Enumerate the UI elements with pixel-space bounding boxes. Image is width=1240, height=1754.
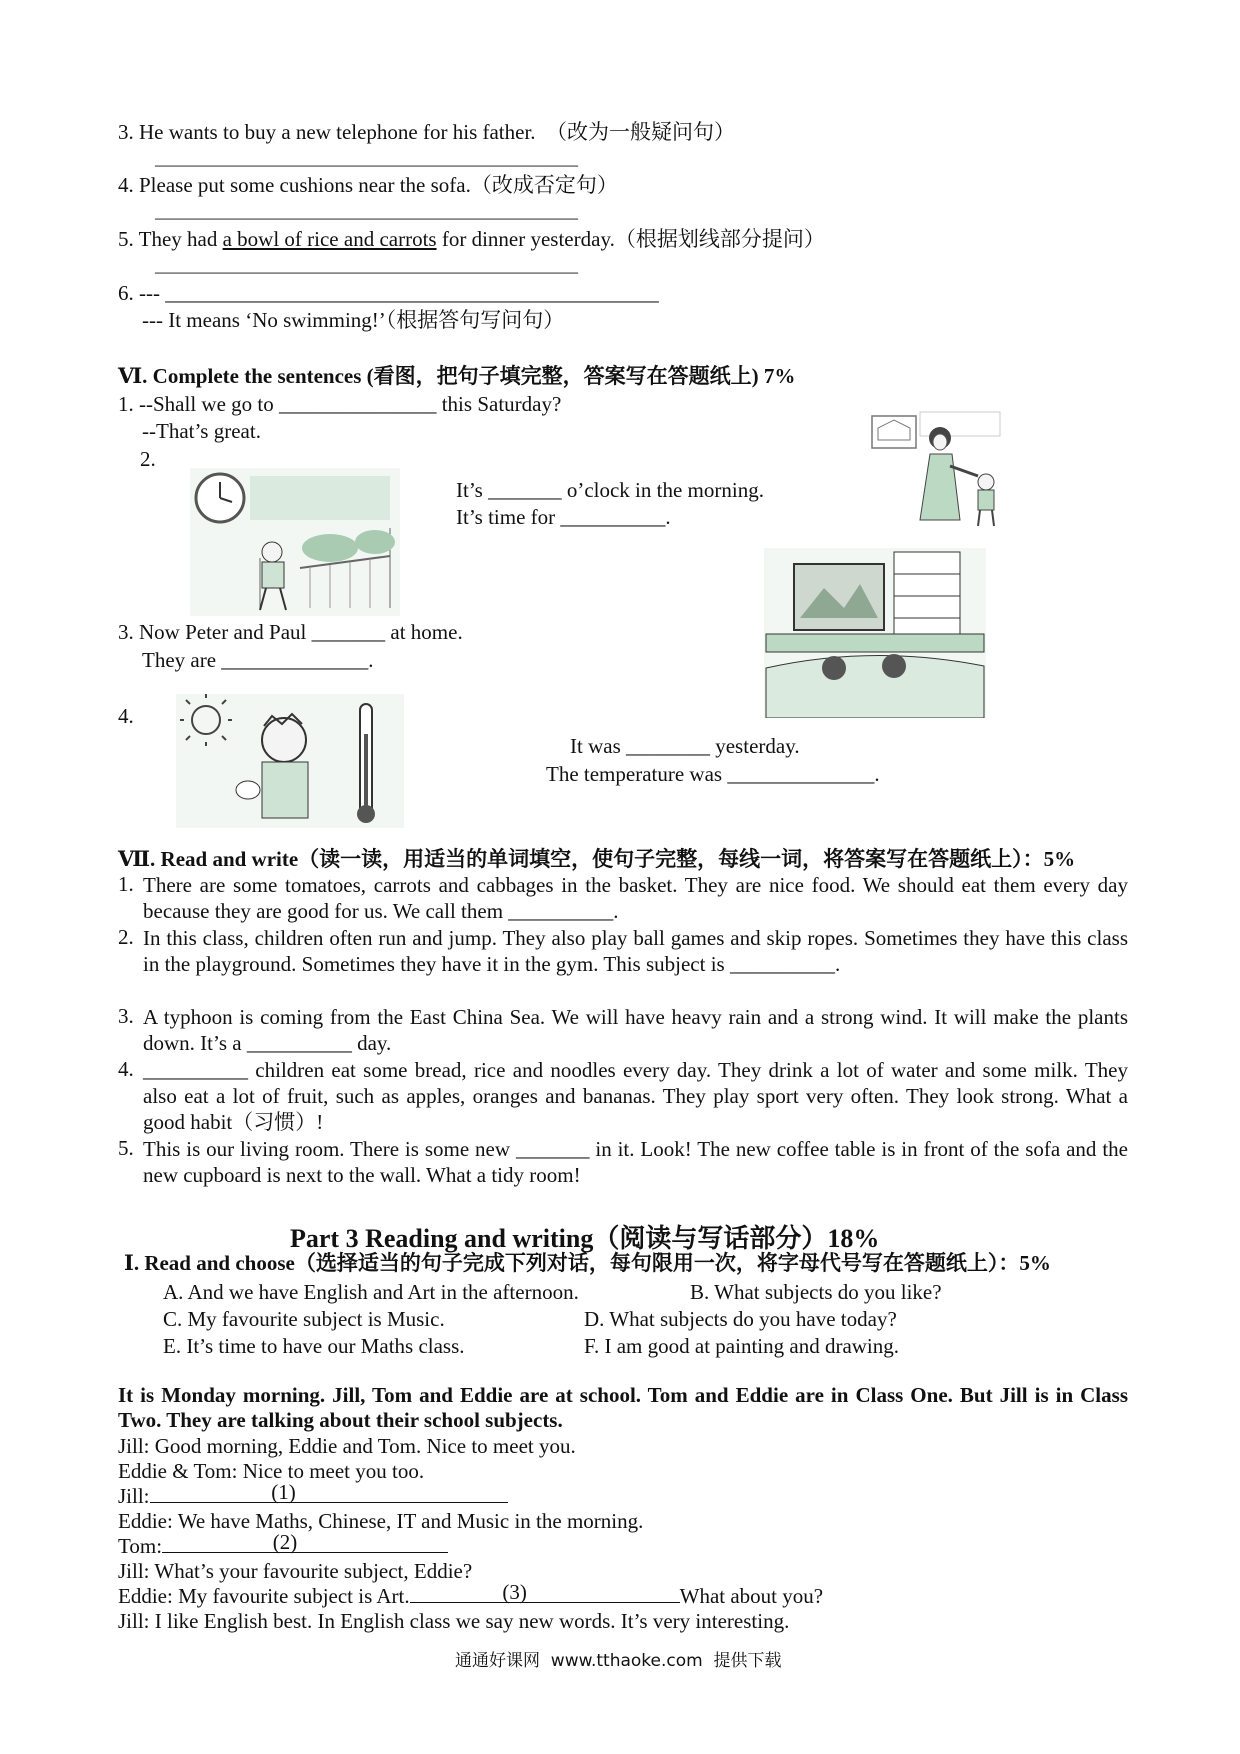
dialogue-line-2: Eddie & Tom: Nice to meet you too. — [118, 1459, 425, 1483]
q6-answer: --- It means ‘No swimming!’（根据答句写问句） — [142, 308, 565, 332]
option-f: F. I am good at painting and drawing. — [584, 1334, 900, 1358]
part3-title: Part 3 Reading and writing（阅读与写话部分）18% — [290, 1224, 880, 1253]
s6-q4-line2: The temperature was ______________. — [546, 762, 880, 786]
option-d: D. What subjects do you have today? — [584, 1307, 897, 1331]
part3-section1-heading: Ⅰ. Read and choose（选择适当的句子完成下列对话，每句限用一次，将字母代号写在答题纸上）：5% — [124, 1251, 1051, 1275]
s7-item-3-number: 3. — [118, 1004, 134, 1028]
section7-heading: Ⅶ. Read and write（读一读，用适当的单词填空，使句子完整，每线一词，将答案写在答题纸上）：5% — [118, 847, 1076, 871]
s6-q2-line1: It’s _______ o’clock in the morning. — [456, 478, 764, 502]
s7-item-5-text: This is our living room. There is some new _______ in it. Look! The new coffee table is in front of the sofa and the new cupboard is next to the wall. What a tidy room! — [143, 1137, 1128, 1187]
option-c: C. My favourite subject is Music. — [163, 1307, 445, 1331]
q4-answer-line: _______________________________________________ — [155, 201, 578, 221]
dialogue-line-5: Tom: (2) — [118, 1534, 448, 1558]
s6-q4-line1: It was ________ yesterday. — [570, 734, 800, 758]
s7-item-4-number: 4. — [118, 1057, 134, 1081]
s6-q1-question: 1. --Shall we go to _______________ this Saturday? — [118, 392, 562, 416]
dialogue-line-4: Eddie: We have Maths, Chinese, IT and Music in the morning. — [118, 1509, 644, 1533]
option-e: E. It’s time to have our Maths class. — [163, 1334, 465, 1358]
picture-clock-boy-school — [190, 468, 400, 616]
s7-item-2-number: 2. — [118, 925, 134, 949]
picture-mother-son — [868, 410, 1008, 528]
s6-q3-line2: They are ______________. — [142, 648, 374, 672]
q5-text: 5. They had a bowl of rice and carrots for dinner yesterday.（根据划线部分提问） — [118, 227, 825, 251]
answer-blank-2: (2) — [162, 1534, 448, 1553]
dialogue-line-3: Jill: (1) — [118, 1484, 508, 1508]
s6-q1-answer: --That’s great. — [142, 419, 261, 443]
s7-item-3-text: A typhoon is coming from the East China Sea. We will have heavy rain and a strong wind. It will make the plants down. It’s a __________ day. — [143, 1005, 1128, 1055]
dialogue-line-8: Jill: I like English best. In English class we say new words. It’s very interesting. — [118, 1609, 790, 1633]
q3-answer-line: _______________________________________________ — [155, 148, 578, 168]
option-b: B. What subjects do you like? — [690, 1280, 942, 1304]
s7-item-1-number: 1. — [118, 872, 134, 896]
dialogue-intro: It is Monday morning. Jill, Tom and Eddie are at school. Tom and Eddie are in Class One. But Jill is in Class Two. They are talking about their school subjects. — [118, 1383, 1128, 1432]
s6-q4-number: 4. — [118, 704, 134, 728]
q4-text: 4. Please put some cushions near the sofa.（改成否定句） — [118, 173, 618, 197]
q6-question-line: 6. --- _______________________________________________ — [118, 281, 659, 305]
q5-underlined-phrase: a bowl of rice and carrots — [222, 227, 437, 251]
q5-answer-line: _______________________________________________ — [155, 255, 578, 275]
s7-item-4-text: __________ children eat some bread, rice and noodles every day. They drink a lot of water and some milk. They also eat a lot of fruit, such as apples, oranges and bananas. They play sport very often. They look strong. What a good habit（习惯）! — [143, 1058, 1128, 1134]
s6-q3-line1: 3. Now Peter and Paul _______ at home. — [118, 620, 463, 644]
answer-blank-1: (1) — [150, 1484, 508, 1503]
q3-text: 3. He wants to buy a new telephone for his father. （改为一般疑问句） — [118, 120, 736, 144]
s6-q2-number: 2. — [140, 447, 156, 471]
option-a: A. And we have English and Art in the afternoon. — [163, 1280, 579, 1304]
s6-q2-line2: It’s time for __________. — [456, 505, 671, 529]
picture-hot-day-thermometer — [176, 694, 404, 828]
s7-item-1-text: There are some tomatoes, carrots and cabbages in the basket. They are nice food. We should eat them every day because they are good for us. We call them __________. — [143, 873, 1128, 923]
picture-tv-living-room — [764, 548, 986, 718]
footer-source: 通通好课网 www.tthaoke.com 提供下载 — [455, 1651, 782, 1671]
answer-blank-3: (3) — [410, 1584, 680, 1603]
s7-item-5-number: 5. — [118, 1136, 134, 1160]
dialogue-line-7: Eddie: My favourite subject is Art. (3) What about you? — [118, 1580, 824, 1608]
dialogue-line-6: Jill: What’s your favourite subject, Eddie? — [118, 1559, 473, 1583]
s7-item-2-text: In this class, children often run and jump. They also play ball games and skip ropes. Sometimes they have this class in the playground. Sometimes they have it in the gym. This subject is __________. — [143, 926, 1128, 976]
section6-heading: Ⅵ. Complete the sentences (看图，把句子填完整，答案写在答题纸上) 7% — [118, 364, 796, 388]
dialogue-line-1: Jill: Good morning, Eddie and Tom. Nice to meet you. — [118, 1434, 576, 1458]
